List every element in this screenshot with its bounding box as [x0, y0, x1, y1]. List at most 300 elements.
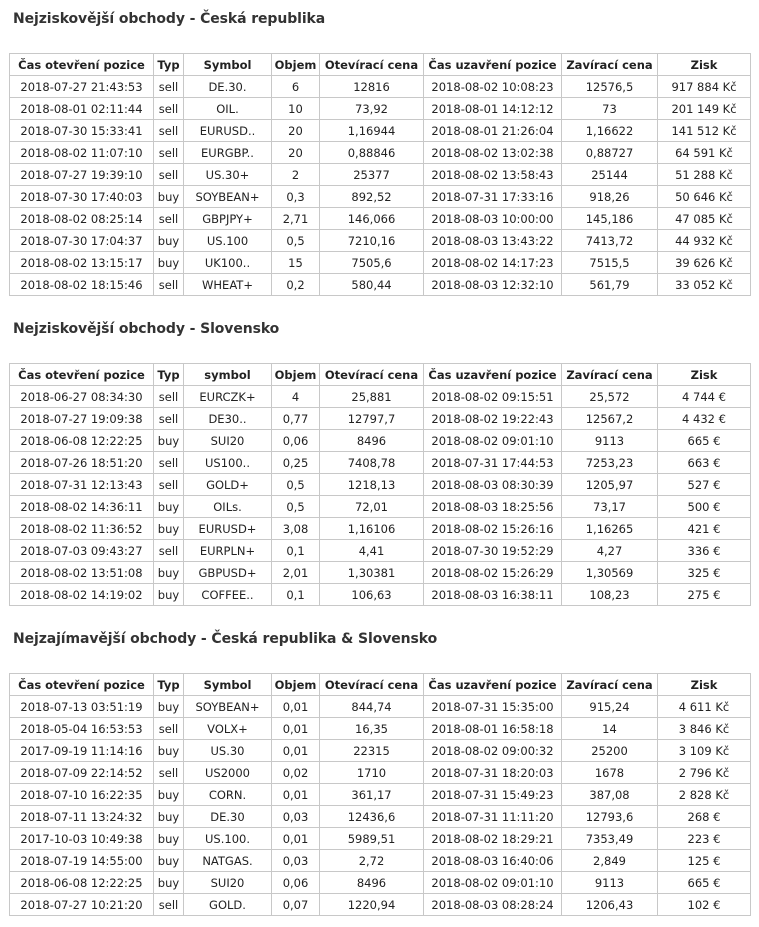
cell-profit: 44 932 Kč: [658, 230, 751, 252]
table-row: [10, 784, 751, 806]
cell-volume: 20: [272, 142, 320, 164]
table-row: [10, 452, 751, 474]
cell-open-time: 2018-07-27 19:39:10: [10, 164, 154, 186]
cell-profit: 275 €: [658, 584, 751, 606]
cell-profit: 64 591 Kč: [658, 142, 751, 164]
cell-symbol: SUI20: [184, 430, 272, 452]
cell-open-price: 0,88846: [320, 142, 424, 164]
cell-volume: 2,01: [272, 562, 320, 584]
table-header-row: [10, 364, 751, 386]
table-row: [10, 76, 751, 98]
cell-volume: 0,02: [272, 762, 320, 784]
cell-open-price: 25,881: [320, 386, 424, 408]
cell-open-time: 2018-07-27 10:21:20: [10, 894, 154, 916]
column-header-close-time: Čas uzavření pozice: [424, 54, 562, 76]
cell-close-price: 561,79: [562, 274, 658, 296]
column-header-close-price: Zavírací cena: [562, 54, 658, 76]
cell-symbol: NATGAS.: [184, 850, 272, 872]
cell-close-time: 2018-08-02 15:26:16: [424, 518, 562, 540]
cell-type: buy: [154, 828, 184, 850]
cell-close-time: 2018-08-03 16:40:06: [424, 850, 562, 872]
cell-open-price: 7408,78: [320, 452, 424, 474]
cell-open-time: 2018-07-10 16:22:35: [10, 784, 154, 806]
cell-close-time: 2018-07-31 15:49:23: [424, 784, 562, 806]
cell-profit: 325 €: [658, 562, 751, 584]
cell-profit: 917 884 Kč: [658, 76, 751, 98]
cell-type: sell: [154, 540, 184, 562]
cell-volume: 10: [272, 98, 320, 120]
cell-volume: 3,08: [272, 518, 320, 540]
cell-open-price: 1710: [320, 762, 424, 784]
cell-close-price: 1,16622: [562, 120, 658, 142]
cell-open-time: 2018-07-27 19:09:38: [10, 408, 154, 430]
table-row: [10, 872, 751, 894]
cell-close-price: 4,27: [562, 540, 658, 562]
cell-symbol: US.30: [184, 740, 272, 762]
cell-open-price: 5989,51: [320, 828, 424, 850]
cell-profit: 663 €: [658, 452, 751, 474]
cell-close-time: 2018-08-01 21:26:04: [424, 120, 562, 142]
table-header-row: [10, 54, 751, 76]
cell-open-time: 2018-07-27 21:43:53: [10, 76, 154, 98]
cell-close-time: 2018-08-02 19:22:43: [424, 408, 562, 430]
cell-volume: 15: [272, 252, 320, 274]
table-row: [10, 474, 751, 496]
column-header-close-price: Zavírací cena: [562, 674, 658, 696]
cell-type: buy: [154, 850, 184, 872]
cell-symbol: EURUSD+: [184, 518, 272, 540]
cell-type: sell: [154, 98, 184, 120]
table-row: [10, 894, 751, 916]
cell-open-price: 1220,94: [320, 894, 424, 916]
cell-symbol: GOLD+: [184, 474, 272, 496]
cell-symbol: EURPLN+: [184, 540, 272, 562]
cell-type: buy: [154, 230, 184, 252]
cell-close-price: 915,24: [562, 696, 658, 718]
table-row: [10, 230, 751, 252]
cell-profit: 3 109 Kč: [658, 740, 751, 762]
cell-open-price: 146,066: [320, 208, 424, 230]
cell-open-price: 8496: [320, 430, 424, 452]
cell-type: sell: [154, 142, 184, 164]
cell-open-price: 106,63: [320, 584, 424, 606]
cell-type: buy: [154, 430, 184, 452]
cell-open-price: 12816: [320, 76, 424, 98]
cell-close-price: 73,17: [562, 496, 658, 518]
cell-type: sell: [154, 718, 184, 740]
cell-close-price: 12576,5: [562, 76, 658, 98]
cell-open-time: 2018-07-09 22:14:52: [10, 762, 154, 784]
cell-close-price: 25200: [562, 740, 658, 762]
cell-volume: 2,71: [272, 208, 320, 230]
cell-type: sell: [154, 452, 184, 474]
column-header-open-time: Čas otevření pozice: [10, 364, 154, 386]
cell-volume: 2: [272, 164, 320, 186]
column-header-profit: Zisk: [658, 364, 751, 386]
cell-close-price: 1,16265: [562, 518, 658, 540]
cell-close-time: 2018-08-03 10:00:00: [424, 208, 562, 230]
cell-close-price: 7515,5: [562, 252, 658, 274]
table-header-row: [10, 674, 751, 696]
cell-volume: 0,03: [272, 806, 320, 828]
cell-close-price: 1678: [562, 762, 658, 784]
cell-open-price: 22315: [320, 740, 424, 762]
cell-open-time: 2018-08-02 11:07:10: [10, 142, 154, 164]
cell-symbol: GBPJPY+: [184, 208, 272, 230]
cell-profit: 336 €: [658, 540, 751, 562]
cell-type: sell: [154, 76, 184, 98]
cell-open-time: 2017-09-19 11:14:16: [10, 740, 154, 762]
cell-profit: 33 052 Kč: [658, 274, 751, 296]
cell-symbol: US100..: [184, 452, 272, 474]
cell-open-time: 2018-08-02 18:15:46: [10, 274, 154, 296]
cell-close-time: 2018-08-02 09:15:51: [424, 386, 562, 408]
cell-symbol: SOYBEAN+: [184, 186, 272, 208]
table-row: [10, 762, 751, 784]
cell-profit: 102 €: [658, 894, 751, 916]
cell-symbol: COFFEE..: [184, 584, 272, 606]
column-header-volume: Objem: [272, 54, 320, 76]
cell-close-time: 2018-08-02 13:02:38: [424, 142, 562, 164]
cell-volume: 0,3: [272, 186, 320, 208]
cell-symbol: UK100..: [184, 252, 272, 274]
cell-open-price: 12797,7: [320, 408, 424, 430]
column-header-open-time: Čas otevření pozice: [10, 54, 154, 76]
cell-close-time: 2018-08-03 16:38:11: [424, 584, 562, 606]
cell-volume: 0,01: [272, 718, 320, 740]
cell-close-time: 2018-07-30 19:52:29: [424, 540, 562, 562]
cell-close-price: 7253,23: [562, 452, 658, 474]
cell-close-price: 12793,6: [562, 806, 658, 828]
cell-close-time: 2018-08-03 08:28:24: [424, 894, 562, 916]
cell-symbol: WHEAT+: [184, 274, 272, 296]
cell-symbol: VOLX+: [184, 718, 272, 740]
cell-open-time: 2018-07-13 03:51:19: [10, 696, 154, 718]
cell-symbol: EURGBP..: [184, 142, 272, 164]
cell-type: buy: [154, 252, 184, 274]
cell-open-time: 2018-07-19 14:55:00: [10, 850, 154, 872]
cell-open-time: 2018-07-31 12:13:43: [10, 474, 154, 496]
table-row: [10, 120, 751, 142]
cell-profit: 2 796 Kč: [658, 762, 751, 784]
column-header-type: Typ: [154, 674, 184, 696]
cell-type: sell: [154, 208, 184, 230]
cell-open-time: 2018-08-02 08:25:14: [10, 208, 154, 230]
cell-open-time: 2018-07-30 17:40:03: [10, 186, 154, 208]
cell-symbol: DE30..: [184, 408, 272, 430]
cell-symbol: US2000: [184, 762, 272, 784]
cell-type: sell: [154, 894, 184, 916]
table-row: [10, 142, 751, 164]
cell-close-time: 2018-08-02 09:01:10: [424, 872, 562, 894]
cell-close-price: 7353,49: [562, 828, 658, 850]
table-row: [10, 518, 751, 540]
cell-type: buy: [154, 696, 184, 718]
cell-close-price: 9113: [562, 430, 658, 452]
cell-close-time: 2018-08-02 09:01:10: [424, 430, 562, 452]
cell-open-time: 2018-08-02 14:36:11: [10, 496, 154, 518]
cell-open-time: 2018-07-30 17:04:37: [10, 230, 154, 252]
cell-profit: 665 €: [658, 872, 751, 894]
table-row: [10, 252, 751, 274]
column-header-type: Typ: [154, 364, 184, 386]
column-header-open-price: Otevírací cena: [320, 364, 424, 386]
cell-close-price: 1,30569: [562, 562, 658, 584]
cell-close-price: 145,186: [562, 208, 658, 230]
cell-volume: 0,2: [272, 274, 320, 296]
cell-volume: 0,01: [272, 740, 320, 762]
cell-symbol: DE.30.: [184, 76, 272, 98]
trades-table-czech-republic: [9, 53, 751, 296]
cell-open-price: 7210,16: [320, 230, 424, 252]
column-header-close-time: Čas uzavření pozice: [424, 674, 562, 696]
cell-close-price: 12567,2: [562, 408, 658, 430]
cell-close-price: 1206,43: [562, 894, 658, 916]
cell-close-price: 14: [562, 718, 658, 740]
column-header-close-time: Čas uzavření pozice: [424, 364, 562, 386]
cell-volume: 0,06: [272, 872, 320, 894]
cell-volume: 0,5: [272, 474, 320, 496]
table-row: [10, 718, 751, 740]
cell-volume: 20: [272, 120, 320, 142]
column-header-profit: Zisk: [658, 674, 751, 696]
cell-close-time: 2018-07-31 18:20:03: [424, 762, 562, 784]
cell-open-price: 25377: [320, 164, 424, 186]
column-header-type: Typ: [154, 54, 184, 76]
cell-type: buy: [154, 186, 184, 208]
cell-open-price: 16,35: [320, 718, 424, 740]
cell-close-time: 2018-08-03 12:32:10: [424, 274, 562, 296]
cell-open-price: 73,92: [320, 98, 424, 120]
cell-open-time: 2018-08-02 14:19:02: [10, 584, 154, 606]
table-row: [10, 850, 751, 872]
table-row: [10, 408, 751, 430]
cell-open-price: 7505,6: [320, 252, 424, 274]
column-header-symbol: Symbol: [184, 674, 272, 696]
cell-profit: 4 611 Kč: [658, 696, 751, 718]
cell-close-price: 918,26: [562, 186, 658, 208]
cell-close-price: 9113: [562, 872, 658, 894]
cell-symbol: SUI20: [184, 872, 272, 894]
cell-open-time: 2018-07-03 09:43:27: [10, 540, 154, 562]
table-row: [10, 562, 751, 584]
cell-profit: 47 085 Kč: [658, 208, 751, 230]
column-header-profit: Zisk: [658, 54, 751, 76]
cell-volume: 0,5: [272, 230, 320, 252]
trades-table-interesting: [9, 673, 751, 916]
column-header-close-price: Zavírací cena: [562, 364, 658, 386]
column-header-open-price: Otevírací cena: [320, 54, 424, 76]
cell-symbol: EURCZK+: [184, 386, 272, 408]
table-row: [10, 430, 751, 452]
table-row: [10, 208, 751, 230]
cell-open-price: 580,44: [320, 274, 424, 296]
cell-close-price: 73: [562, 98, 658, 120]
cell-profit: 421 €: [658, 518, 751, 540]
cell-open-time: 2018-06-08 12:22:25: [10, 872, 154, 894]
cell-type: buy: [154, 518, 184, 540]
cell-volume: 4: [272, 386, 320, 408]
cell-volume: 0,01: [272, 696, 320, 718]
column-header-symbol: symbol: [184, 364, 272, 386]
cell-volume: 0,06: [272, 430, 320, 452]
cell-close-time: 2018-08-03 13:43:22: [424, 230, 562, 252]
cell-open-price: 844,74: [320, 696, 424, 718]
cell-profit: 665 €: [658, 430, 751, 452]
cell-profit: 3 846 Kč: [658, 718, 751, 740]
cell-close-price: 2,849: [562, 850, 658, 872]
cell-profit: 2 828 Kč: [658, 784, 751, 806]
cell-close-price: 7413,72: [562, 230, 658, 252]
table-row: [10, 828, 751, 850]
cell-open-time: 2018-08-01 02:11:44: [10, 98, 154, 120]
cell-type: buy: [154, 872, 184, 894]
cell-symbol: US.100: [184, 230, 272, 252]
cell-type: sell: [154, 408, 184, 430]
cell-close-time: 2018-07-31 17:44:53: [424, 452, 562, 474]
cell-close-price: 1205,97: [562, 474, 658, 496]
cell-close-time: 2018-07-31 11:11:20: [424, 806, 562, 828]
cell-volume: 0,01: [272, 828, 320, 850]
cell-open-time: 2018-07-11 13:24:32: [10, 806, 154, 828]
cell-close-time: 2018-08-02 13:58:43: [424, 164, 562, 186]
cell-symbol: SOYBEAN+: [184, 696, 272, 718]
trades-table-slovakia: [9, 363, 751, 606]
cell-profit: 223 €: [658, 828, 751, 850]
cell-symbol: OILs.: [184, 496, 272, 518]
table-row: [10, 806, 751, 828]
cell-volume: 0,1: [272, 540, 320, 562]
cell-close-price: 25,572: [562, 386, 658, 408]
cell-close-time: 2018-07-31 15:35:00: [424, 696, 562, 718]
cell-type: buy: [154, 740, 184, 762]
cell-close-price: 25144: [562, 164, 658, 186]
cell-open-time: 2018-06-08 12:22:25: [10, 430, 154, 452]
column-header-volume: Objem: [272, 674, 320, 696]
cell-type: buy: [154, 784, 184, 806]
cell-symbol: OIL.: [184, 98, 272, 120]
column-header-open-time: Čas otevření pozice: [10, 674, 154, 696]
cell-close-time: 2018-08-01 16:58:18: [424, 718, 562, 740]
table-row: [10, 274, 751, 296]
cell-close-time: 2018-08-02 10:08:23: [424, 76, 562, 98]
column-header-open-price: Otevírací cena: [320, 674, 424, 696]
table-row: [10, 496, 751, 518]
cell-open-price: 2,72: [320, 850, 424, 872]
cell-close-time: 2018-08-02 18:29:21: [424, 828, 562, 850]
cell-symbol: GOLD.: [184, 894, 272, 916]
cell-close-price: 387,08: [562, 784, 658, 806]
cell-type: sell: [154, 274, 184, 296]
cell-type: buy: [154, 496, 184, 518]
cell-profit: 141 512 Kč: [658, 120, 751, 142]
table-row: [10, 386, 751, 408]
cell-open-time: 2018-07-30 15:33:41: [10, 120, 154, 142]
cell-symbol: GBPUSD+: [184, 562, 272, 584]
table-row: [10, 186, 751, 208]
cell-close-time: 2018-08-02 09:00:32: [424, 740, 562, 762]
cell-open-price: 8496: [320, 872, 424, 894]
cell-type: sell: [154, 762, 184, 784]
cell-profit: 50 646 Kč: [658, 186, 751, 208]
cell-volume: 0,5: [272, 496, 320, 518]
cell-volume: 0,01: [272, 784, 320, 806]
cell-volume: 6: [272, 76, 320, 98]
table-row: [10, 540, 751, 562]
cell-open-time: 2018-08-02 11:36:52: [10, 518, 154, 540]
cell-open-price: 1218,13: [320, 474, 424, 496]
column-header-volume: Objem: [272, 364, 320, 386]
cell-volume: 0,77: [272, 408, 320, 430]
section-title-interesting-trades: Nejzajímavější obchody - Česká republika & Slovensko: [13, 631, 438, 647]
table-row: [10, 164, 751, 186]
cell-type: sell: [154, 164, 184, 186]
cell-profit: 51 288 Kč: [658, 164, 751, 186]
section-title-czech-republic: Nejziskovější obchody - Česká republika: [13, 11, 326, 27]
cell-volume: 0,07: [272, 894, 320, 916]
cell-open-price: 361,17: [320, 784, 424, 806]
cell-type: sell: [154, 386, 184, 408]
cell-type: sell: [154, 474, 184, 496]
section-title-slovakia: Nejziskovější obchody - Slovensko: [13, 321, 280, 337]
cell-open-price: 1,16944: [320, 120, 424, 142]
cell-close-time: 2018-08-03 08:30:39: [424, 474, 562, 496]
cell-symbol: US.100.: [184, 828, 272, 850]
cell-open-price: 4,41: [320, 540, 424, 562]
cell-open-time: 2018-08-02 13:15:17: [10, 252, 154, 274]
cell-profit: 4 432 €: [658, 408, 751, 430]
cell-profit: 527 €: [658, 474, 751, 496]
cell-profit: 268 €: [658, 806, 751, 828]
cell-type: buy: [154, 562, 184, 584]
cell-type: sell: [154, 120, 184, 142]
cell-profit: 500 €: [658, 496, 751, 518]
cell-volume: 0,25: [272, 452, 320, 474]
cell-close-time: 2018-08-02 15:26:29: [424, 562, 562, 584]
cell-open-time: 2018-08-02 13:51:08: [10, 562, 154, 584]
cell-open-time: 2018-06-27 08:34:30: [10, 386, 154, 408]
table-row: [10, 98, 751, 120]
table-row: [10, 584, 751, 606]
table-row: [10, 696, 751, 718]
cell-symbol: US.30+: [184, 164, 272, 186]
cell-open-price: 72,01: [320, 496, 424, 518]
cell-close-time: 2018-08-03 18:25:56: [424, 496, 562, 518]
cell-symbol: CORN.: [184, 784, 272, 806]
cell-profit: 201 149 Kč: [658, 98, 751, 120]
cell-type: buy: [154, 584, 184, 606]
cell-open-time: 2018-05-04 16:53:53: [10, 718, 154, 740]
cell-type: buy: [154, 806, 184, 828]
cell-open-price: 12436,6: [320, 806, 424, 828]
cell-open-time: 2017-10-03 10:49:38: [10, 828, 154, 850]
cell-volume: 0,1: [272, 584, 320, 606]
cell-close-time: 2018-08-02 14:17:23: [424, 252, 562, 274]
cell-close-price: 0,88727: [562, 142, 658, 164]
column-header-symbol: Symbol: [184, 54, 272, 76]
cell-open-time: 2018-07-26 18:51:20: [10, 452, 154, 474]
cell-close-time: 2018-08-01 14:12:12: [424, 98, 562, 120]
cell-profit: 39 626 Kč: [658, 252, 751, 274]
cell-symbol: EURUSD..: [184, 120, 272, 142]
cell-profit: 4 744 €: [658, 386, 751, 408]
cell-open-price: 1,30381: [320, 562, 424, 584]
cell-close-price: 108,23: [562, 584, 658, 606]
cell-profit: 125 €: [658, 850, 751, 872]
cell-close-time: 2018-07-31 17:33:16: [424, 186, 562, 208]
cell-symbol: DE.30: [184, 806, 272, 828]
cell-open-price: 1,16106: [320, 518, 424, 540]
